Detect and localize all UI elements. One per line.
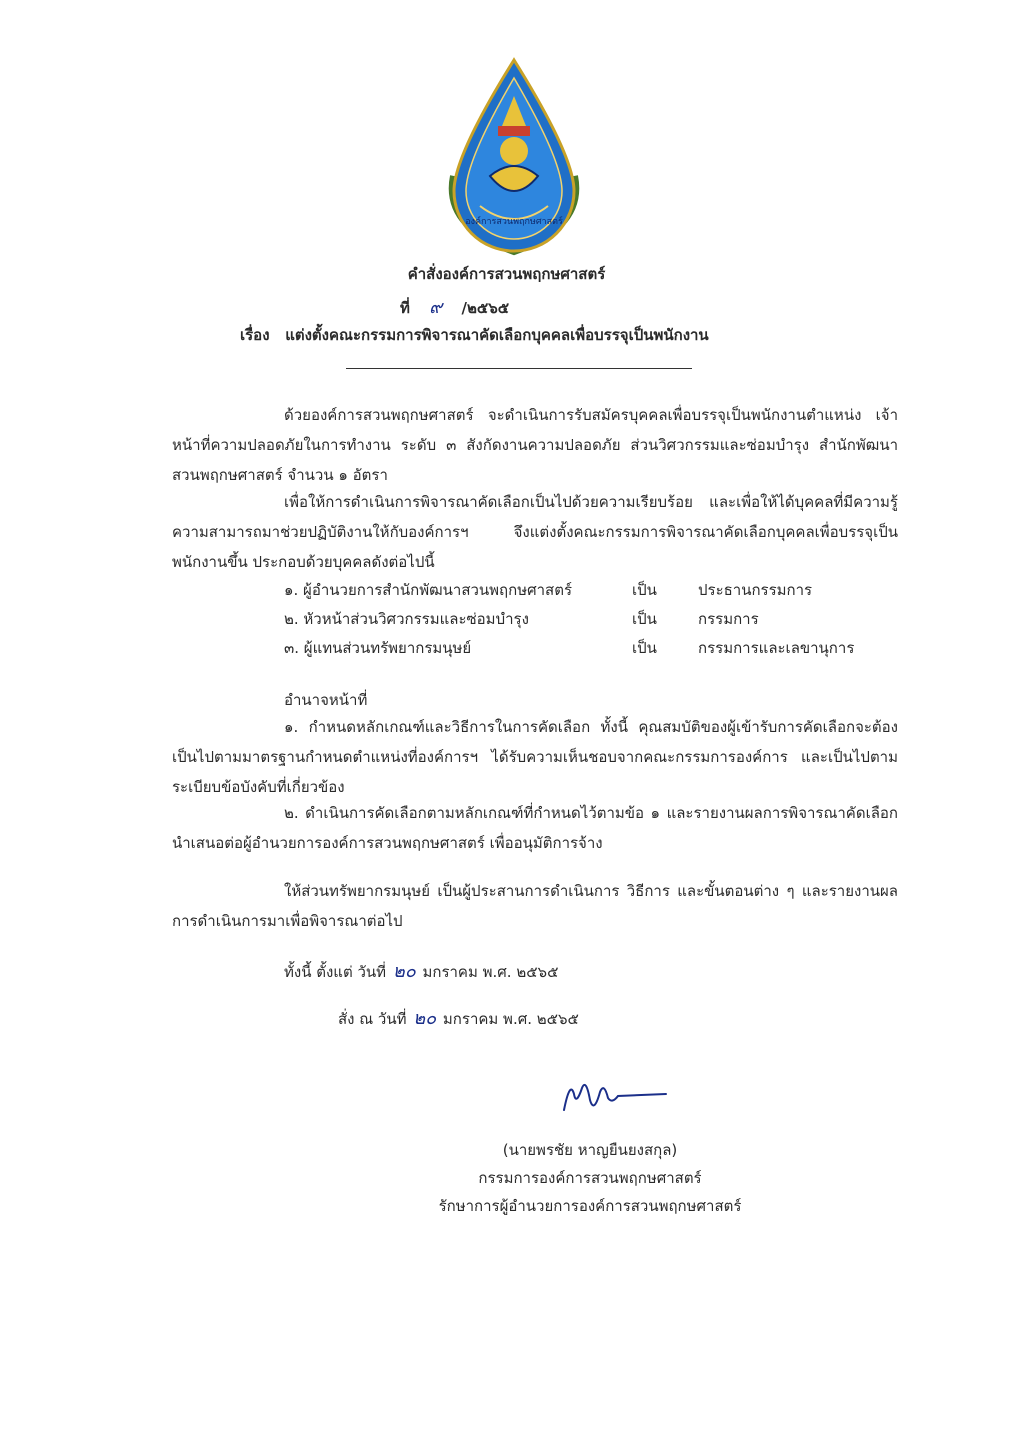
number-label: ที่ (400, 299, 410, 317)
paragraph-appointment (172, 487, 898, 577)
order-title: คำสั่งองค์การสวนพฤกษศาสตร์ (407, 265, 606, 283)
signature-mark (556, 1070, 676, 1120)
duty-text: ๑. กำหนดหลักเกณฑ์และวิธีการในการคัดเลือก ทั้งนี้ คุณสมบัติของผู้เข้ารับการคัดเลือกจะต้องเป็นไปตามมาตรฐานกำหนดตำแหน่งที่องค์การฯ ได้รับความเห็นชอบจากคณะกรรมการองค์การ และเป็นไปตามระเบียบข้อบังคับที่เกี่ยวข้อง (172, 718, 898, 796)
given-day: ๒๐ (413, 1008, 437, 1029)
emblem-logo (424, 56, 604, 256)
signatory-name: (นายพรชัย หาญยืนยงสกุล) (502, 1141, 678, 1159)
member-role: กรรมการ (698, 610, 759, 628)
member-role: ประธานกรรมการ (698, 581, 813, 599)
effective-prefix: ทั้งนี้ ตั้งแต่ วันที่ (284, 963, 387, 981)
effective-date (284, 956, 558, 985)
divider (346, 368, 692, 369)
duties-heading: อำนาจหน้าที่ (284, 691, 368, 709)
paragraph-appointment-text: เพื่อให้การดำเนินการพิจารณาคัดเลือกเป็นไปด้วยความเรียบร้อย และเพื่อให้ได้บุคคลที่มีความรู้ความสามารถมาช่วยปฏิบัติงานให้กับองค์การฯ จึงแต่งตั้งคณะกรรมการพิจารณาคัดเลือกบุคคลเพื่อบรรจุเป็นพนักงานขึ้น ประกอบด้วยบุคคลดังต่อไปนี้ (172, 493, 898, 571)
member-as: เป็น (632, 639, 657, 657)
member-role: กรรมการและเลขานุการ (698, 639, 855, 657)
subject-label: เรื่อง (240, 326, 270, 344)
paragraph-intro-text: ด้วยองค์การสวนพฤกษศาสตร์ จะดำเนินการรับสมัครบุคคลเพื่อบรรจุเป็นพนักงานตำแหน่ง เจ้าหน้าที่ความปลอดภัยในการทำงาน ระดับ ๓ สังกัดงานความปลอดภัย ส่วนวิศวกรรมและซ่อมบำรุง สำนักพัฒนาสวนพฤกษศาสตร์ จำนวน ๑ อัตรา (172, 406, 898, 484)
logo-caption: องค์การสวนพฤกษศาสตร์ (465, 217, 563, 227)
paragraph-closing (172, 876, 898, 936)
paragraph-intro (172, 400, 898, 490)
given-rest: มกราคม พ.ศ. ๒๕๖๕ (442, 1010, 579, 1028)
given-prefix: สั่ง ณ วันที่ (338, 1010, 407, 1028)
paragraph-closing-text: ให้ส่วนทรัพยากรมนุษย์ เป็นผู้ประสานการดำเนินการ วิธีการ และขั้นตอนต่าง ๆ และรายงานผลการดำเนินการมาเพื่อพิจารณาต่อไป (172, 882, 898, 930)
given-date (338, 1003, 579, 1032)
member-name: ๒. หัวหน้าส่วนวิศวกรรมและซ่อมบำรุง (284, 610, 529, 628)
subject-text: แต่งตั้งคณะกรรมการพิจารณาคัดเลือกบุคคลเพื่อบรรจุเป็นพนักงาน (285, 326, 709, 344)
order-subject (240, 323, 800, 347)
duty-item (172, 712, 898, 802)
duty-item (172, 798, 898, 858)
member-as: เป็น (632, 581, 657, 599)
number-value: ๙ (429, 297, 443, 318)
member-as: เป็น (632, 610, 657, 628)
member-name: ๑. ผู้อำนวยการสำนักพัฒนาสวนพฤกษศาสตร์ (284, 581, 573, 599)
committee-member (284, 578, 904, 607)
committee-member (284, 636, 904, 665)
order-number (400, 292, 660, 321)
effective-day: ๒๐ (392, 961, 416, 982)
duty-text: ๒. ดำเนินการคัดเลือกตามหลักเกณฑ์ที่กำหนดไว้ตามข้อ ๑ และรายงานผลการพิจารณาคัดเลือก นำเสนอต่อผู้อำนวยการองค์การสวนพฤกษศาสตร์ เพื่ออนุมัติการจ้าง (172, 804, 898, 852)
committee-member (284, 607, 904, 636)
member-name: ๓. ผู้แทนส่วนทรัพยากรมนุษย์ (284, 639, 472, 657)
number-year: /๒๕๖๕ (461, 299, 510, 317)
signatory-acting-position: รักษาการผู้อำนวยการองค์การสวนพฤกษศาสตร์ (438, 1197, 742, 1215)
committee-list (284, 578, 904, 665)
effective-rest: มกราคม พ.ศ. ๒๕๖๕ (422, 963, 559, 981)
signatory-position: กรรมการองค์การสวนพฤกษศาสตร์ (478, 1169, 702, 1187)
